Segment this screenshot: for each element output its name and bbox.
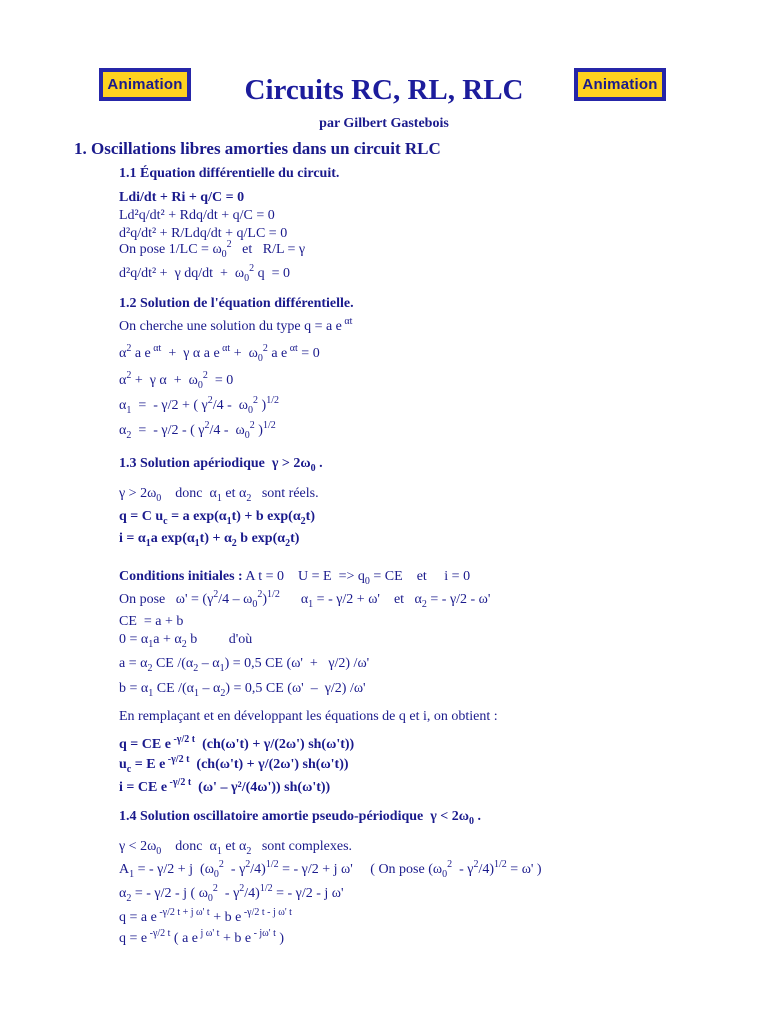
equation-line: d²q/dt² + R/Ldq/dt + q/LC = 0 — [119, 226, 288, 241]
equation-line: CE = a + b — [119, 614, 184, 629]
author: par Gilbert Gastebois — [319, 116, 449, 131]
section-1-3-heading: 1.3 Solution apériodique $\gamma > 2\omega_0$ . — [119, 456, 323, 474]
equation-line: d²q/dt² + γ $dq/dt + \omega_0^2$ q = 0 — [119, 263, 291, 284]
section-1-2-heading: 1.2 Solution de l'équation différentielle. — [119, 296, 354, 311]
equation-line: $0 = \alpha_1a + \alpha_2$ b d'où — [119, 632, 253, 650]
equation-line: q = C $u_c = a$ $\exp(\alpha_1t) + b$ $\exp(\alpha_2t)$ — [119, 509, 315, 527]
equation-line: q = a e $^{-\gamma/2 t + j \omega' t}$ + b e $^{-\gamma/2 t - j \omega' t}$ — [119, 907, 292, 925]
equation-line: Ldi/dt + Ri + q/C = 0 — [119, 190, 245, 205]
equation-line: $\gamma < 2\omega_0$ donc $\alpha_1$ et $\alpha_2$ sont complexes. — [119, 839, 353, 857]
equation-line: $\alpha^2 + \gamma$ $\alpha + \omega_0^2 = 0$ — [119, 370, 234, 391]
page-title: Circuits RC, RL, RLC — [244, 74, 524, 106]
section-1-1-heading: 1.1 Équation différentielle du circuit. — [119, 166, 340, 181]
equation-line: $u_c = E$ e $^{-\gamma/2 t}$ (ch(ω't) + γ/(2ω') sh(ω't)) — [119, 754, 349, 775]
equation-line: $a = \alpha_2$ CE $/(\alpha_2 - \alpha_1) = 0,5$ CE (ω' + γ/2) /ω' — [119, 656, 370, 674]
equation-line: $\alpha_1$ = - γ/2 + ( $\gamma^2/4 - \omega_0^2$ )$^{1/2}$ — [119, 395, 279, 416]
equation-line: q = e $^{-\gamma/2 t}$ ( a e $^{j \omega' t}$ + b e $^{- j\omega' t}$ ) — [119, 928, 285, 946]
equation-line: $\alpha_2$ = - γ/2 - j ( $\omega_0^2 - \gamma^2/4)^{1/2}$ = - γ/2 - j ω' — [119, 883, 344, 904]
equation-line: $\alpha^2$ a e $^{\alpha t}$ + γ α a e $^{\alpha t} + \omega_0^2$ a e $^{\alpha t}$ = 0 — [119, 343, 320, 364]
equation-line: i = CE e $^{-\gamma/2 t}$ (ω' – γ²/(4ω')) sh(ω't)) — [119, 777, 331, 795]
text-line: En remplaçant et en développant les équations de q et i, on obtient : — [119, 709, 498, 724]
equation-line: q = CE e $^{-\gamma/2 t}$ (ch(ω't) + γ/(2ω') sh(ω't)) — [119, 734, 355, 752]
animation-button-right-label: Animation — [578, 72, 662, 97]
animation-button-left-label: Animation — [103, 72, 187, 97]
section-1-heading: 1. Oscillations libres amorties dans un circuit RLC — [74, 139, 441, 158]
equation-line: $b = \alpha_1$ CE $/(\alpha_1 - \alpha_2) = 0,5$ CE (ω' – γ/2) /ω' — [119, 681, 366, 699]
equation-line: $i = \alpha_1a$ $\exp(\alpha_1t) + \alpha_2$ b $\exp(\alpha_2t)$ — [119, 531, 300, 549]
equation-line: $\alpha_2$ = - γ/2 - ( $\gamma^2/4 - \omega_0^2$ )$^{1/2}$ — [119, 420, 276, 441]
equation-line: Conditions initiales : A t = 0 $U = E => q_0$ = CE et i = 0 — [119, 569, 471, 587]
equation-line: Ld²q/dt² + Rdq/dt + q/C = 0 — [119, 208, 275, 223]
equation-line: On pose $\omega' = (\gamma^2/4 - \omega_0^2)^{1/2}$ $\alpha_1$ = - γ/2 + ω' et $\alpha_2$ = - γ/2 - ω' — [119, 589, 491, 610]
equation-line: $\gamma > 2\omega_0$ donc $\alpha_1$ et $\alpha_2$ sont réels. — [119, 486, 319, 504]
equation-line: On pose $1/LC = \omega_0^2$ et R/L = γ — [119, 239, 306, 260]
equation-line: On cherche une solution du type q = a e $^{\alpha t}$ — [119, 316, 353, 334]
equation-line: $A_1$ = - γ/2 + j $(\omega_0^2 - \gamma^2/4)^{1/2}$ = - γ/2 + j ω' ( On pose $(\omega_0^2 - \gamma^2/4)^{1/2} = \omega'$ ) — [119, 859, 542, 880]
section-1-4-heading: 1.4 Solution oscillatoire amortie pseudo-périodique $\gamma < 2\omega_0$ . — [119, 809, 482, 827]
